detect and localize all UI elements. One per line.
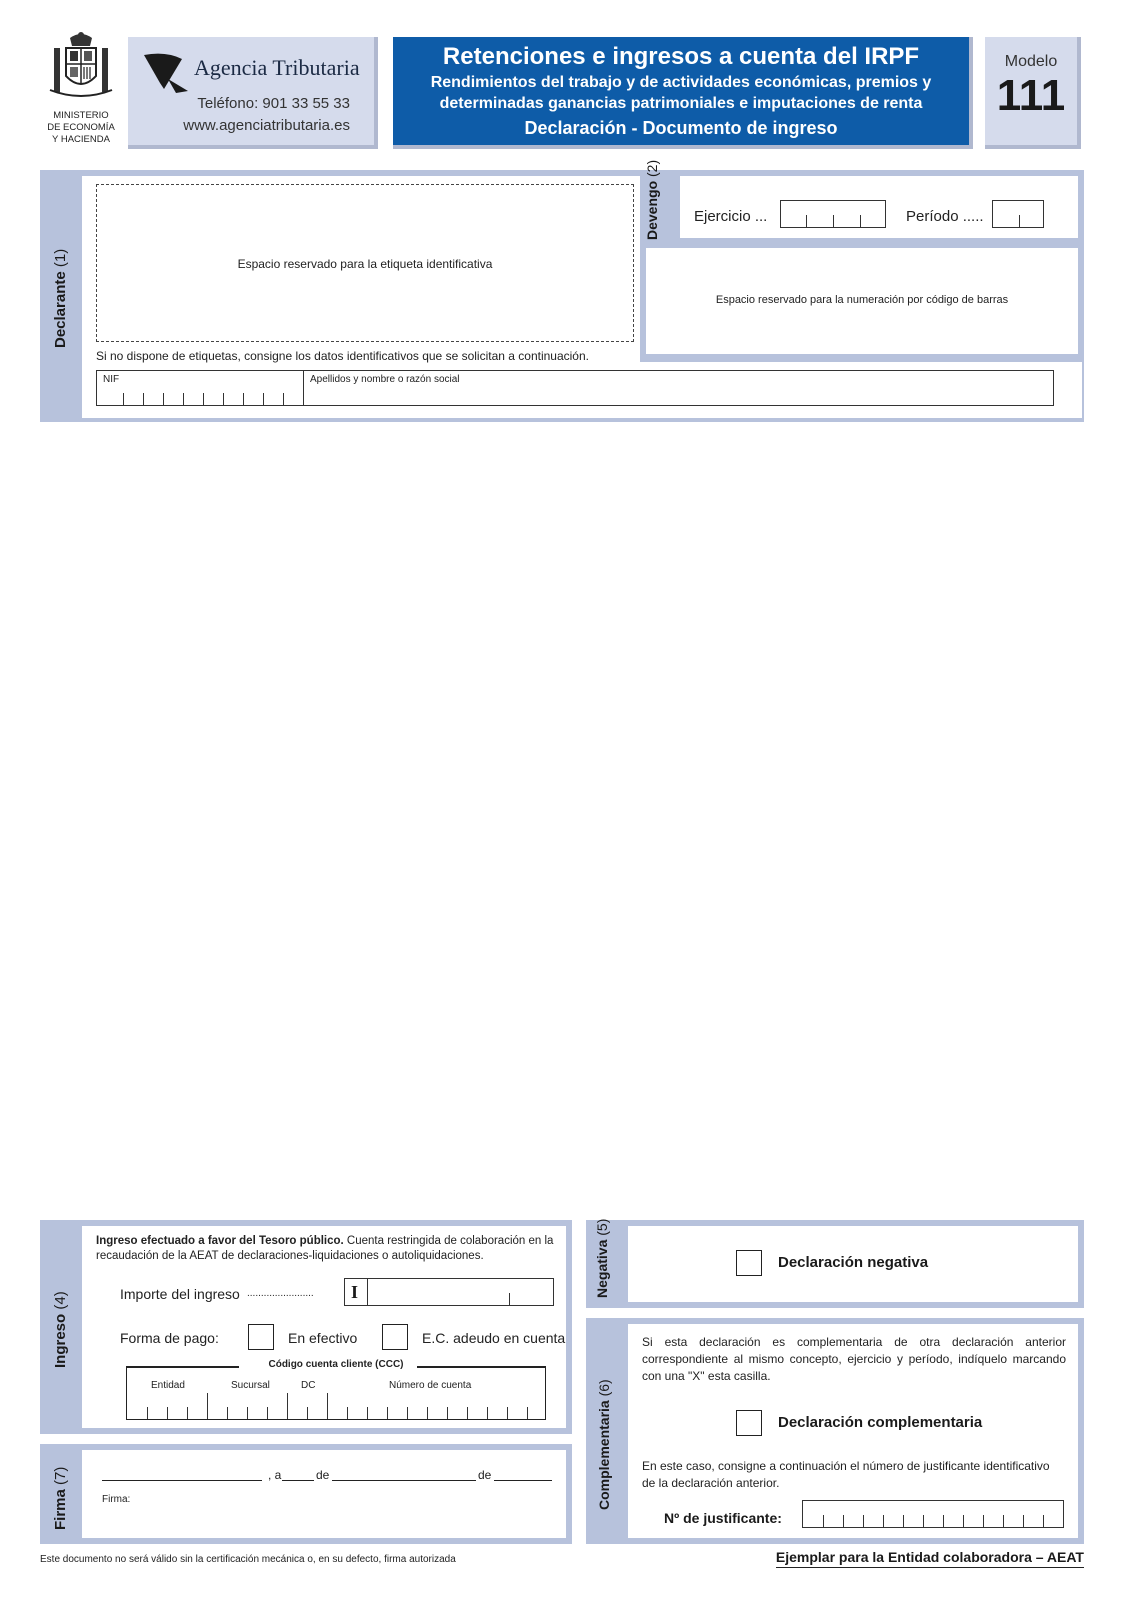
- agencia-phone: Teléfono: 901 33 55 33: [197, 95, 350, 112]
- firma-year-line[interactable]: [494, 1480, 552, 1481]
- efectivo-label: En efectivo: [288, 1330, 358, 1346]
- ejemplar-label: Ejemplar para la Entidad colaboradora – AEAT: [776, 1549, 1084, 1568]
- ejercicio-label: Ejercicio ...: [694, 208, 768, 225]
- apellidos-field[interactable]: [303, 370, 1054, 406]
- ingreso-side-label: [52, 1291, 69, 1368]
- complementaria-panel: [628, 1324, 1078, 1538]
- ministerio-logo: [42, 30, 120, 150]
- ccc-field[interactable]: [126, 1359, 546, 1420]
- importe-prefix: I: [351, 1282, 359, 1302]
- complementaria-num: (6): [596, 1379, 612, 1397]
- title-box: [393, 37, 973, 149]
- adeudo-checkbox[interactable]: [382, 1324, 408, 1350]
- ccc-numero-label: Número de cuenta: [389, 1380, 472, 1391]
- ejercicio-field[interactable]: [780, 200, 886, 228]
- complementaria-side-label: [596, 1379, 612, 1510]
- devengo-title: Devengo: [644, 180, 660, 240]
- nif-field[interactable]: [96, 370, 304, 406]
- declarante-num: (1): [52, 248, 69, 268]
- form-subtitle-2: determinadas ganancias patrimoniales e imputaciones de renta: [439, 95, 923, 112]
- firma-place-line[interactable]: [102, 1480, 262, 1481]
- firma-de-label-2: de: [478, 1468, 492, 1482]
- firma-month-line[interactable]: [332, 1480, 476, 1481]
- ingreso-intro: [96, 1234, 558, 1264]
- barcode-panel: [646, 248, 1078, 354]
- complementaria-check-label: Declaración complementaria: [778, 1414, 983, 1431]
- firma-section: [40, 1444, 572, 1544]
- agencia-logo-icon: [142, 49, 190, 95]
- complementaria-section: [586, 1318, 1084, 1544]
- modelo-number: 111: [996, 71, 1066, 120]
- ingreso-intro-rest: Cuenta restringida de colaboración en la recaudación de la AEAT de declaraciones-liquidaciones o autoliquidaciones.: [96, 1235, 554, 1262]
- negativa-checkbox[interactable]: [736, 1250, 762, 1276]
- document-type: Declaración - Documento de ingreso: [524, 118, 838, 138]
- devengo-panel: [680, 176, 1078, 238]
- barcode-text: Espacio reservado para la numeración por código de barras: [715, 294, 1009, 306]
- justificante-intro: En este caso, consigne a continuación el número de justificante identificativo de la declaración anterior.: [642, 1459, 1050, 1490]
- agencia-box: [128, 37, 378, 149]
- apellidos-label: Apellidos y nombre o razón social: [310, 374, 460, 385]
- devengo-section: [640, 159, 1084, 362]
- firma-num: (7): [52, 1466, 69, 1485]
- forma-pago-label: Forma de pago:: [120, 1330, 219, 1346]
- negativa-check-label: Declaración negativa: [778, 1254, 929, 1271]
- ingreso-section: [40, 1220, 572, 1434]
- form-title: Retenciones e ingresos a cuenta del IRPF: [442, 43, 920, 70]
- ministerio-line-2: DE ECONOMÍA: [47, 122, 115, 133]
- ingreso-intro-bold: Ingreso efectuado a favor del Tesoro público.: [96, 1235, 344, 1247]
- ccc-entidad-label: Entidad: [151, 1380, 185, 1391]
- complementaria-intro: Si esta declaración es complementaria de otra declaración anterior correspondiente al mismo concepto, ejercicio y período, indíquelo marcando con una "X" esta casilla.: [642, 1335, 1066, 1383]
- ccc-dc-label: DC: [301, 1380, 316, 1391]
- ccc-sucursal-label: Sucursal: [231, 1380, 270, 1391]
- nif-label: NIF: [103, 374, 120, 385]
- declarante-section: [40, 159, 1084, 422]
- ingreso-num: (4): [52, 1291, 69, 1310]
- complementaria-title: Complementaria: [596, 1400, 612, 1510]
- declarante-side-label: [52, 249, 69, 348]
- modelo-box: [985, 37, 1081, 149]
- ministerio-line-1: MINISTERIO: [53, 110, 109, 121]
- adeudo-label: E.C. adeudo en cuenta: [422, 1330, 566, 1346]
- complementaria-checkbox[interactable]: [736, 1410, 762, 1436]
- ccc-title: Código cuenta cliente (CCC): [268, 1359, 404, 1370]
- firma-de-label-1: de: [316, 1468, 330, 1482]
- periodo-label: Período .....: [906, 208, 984, 225]
- periodo-field[interactable]: [992, 200, 1044, 228]
- agencia-name: Agencia Tributaria: [194, 55, 360, 80]
- firma-title: Firma: [52, 1489, 69, 1530]
- form-subtitle-1: Rendimientos del trabajo y de actividades económicas, premios y: [430, 74, 932, 91]
- justificante-label: Nº de justificante:: [664, 1510, 782, 1526]
- ingreso-title: Ingreso: [52, 1313, 69, 1368]
- negativa-side-label: [594, 1219, 610, 1298]
- negativa-num: (5): [594, 1218, 610, 1236]
- devengo-side-label: [644, 160, 660, 240]
- firma-a-label: , a: [268, 1468, 282, 1482]
- devengo-num: (2): [644, 159, 660, 177]
- ministerio-line-3: Y HACIENDA: [52, 134, 110, 145]
- efectivo-checkbox[interactable]: [248, 1324, 274, 1350]
- justificante-field[interactable]: [802, 1500, 1064, 1528]
- importe-dots: ........................: [247, 1288, 314, 1299]
- importe-field[interactable]: [344, 1278, 554, 1306]
- validity-note: Este documento no será válido sin la certificación mecánica o, en su defecto, firma autorizada: [40, 1554, 456, 1565]
- firma-side-label: [52, 1467, 69, 1530]
- firma-label: Firma:: [102, 1494, 131, 1505]
- negativa-title: Negativa: [594, 1239, 610, 1298]
- declarante-title: Declarante: [52, 271, 69, 348]
- coat-of-arms-icon: [46, 30, 116, 102]
- importe-label: Importe del ingreso: [120, 1286, 240, 1302]
- negativa-section: [586, 1220, 1084, 1308]
- negativa-panel: [628, 1226, 1078, 1302]
- agencia-web[interactable]: www.agenciatributaria.es: [183, 117, 350, 134]
- etiqueta-area[interactable]: [96, 184, 634, 342]
- modelo-label: Modelo: [1004, 53, 1058, 70]
- firma-panel: [82, 1450, 566, 1538]
- etiqueta-text: Espacio reservado para la etiqueta identificativa: [237, 257, 493, 271]
- no-etiquetas-text: Si no dispone de etiquetas, consigne los datos identificativos que se solicitan a continuación.: [96, 349, 589, 363]
- firma-day-line[interactable]: [282, 1480, 314, 1481]
- ingreso-panel: [82, 1226, 566, 1428]
